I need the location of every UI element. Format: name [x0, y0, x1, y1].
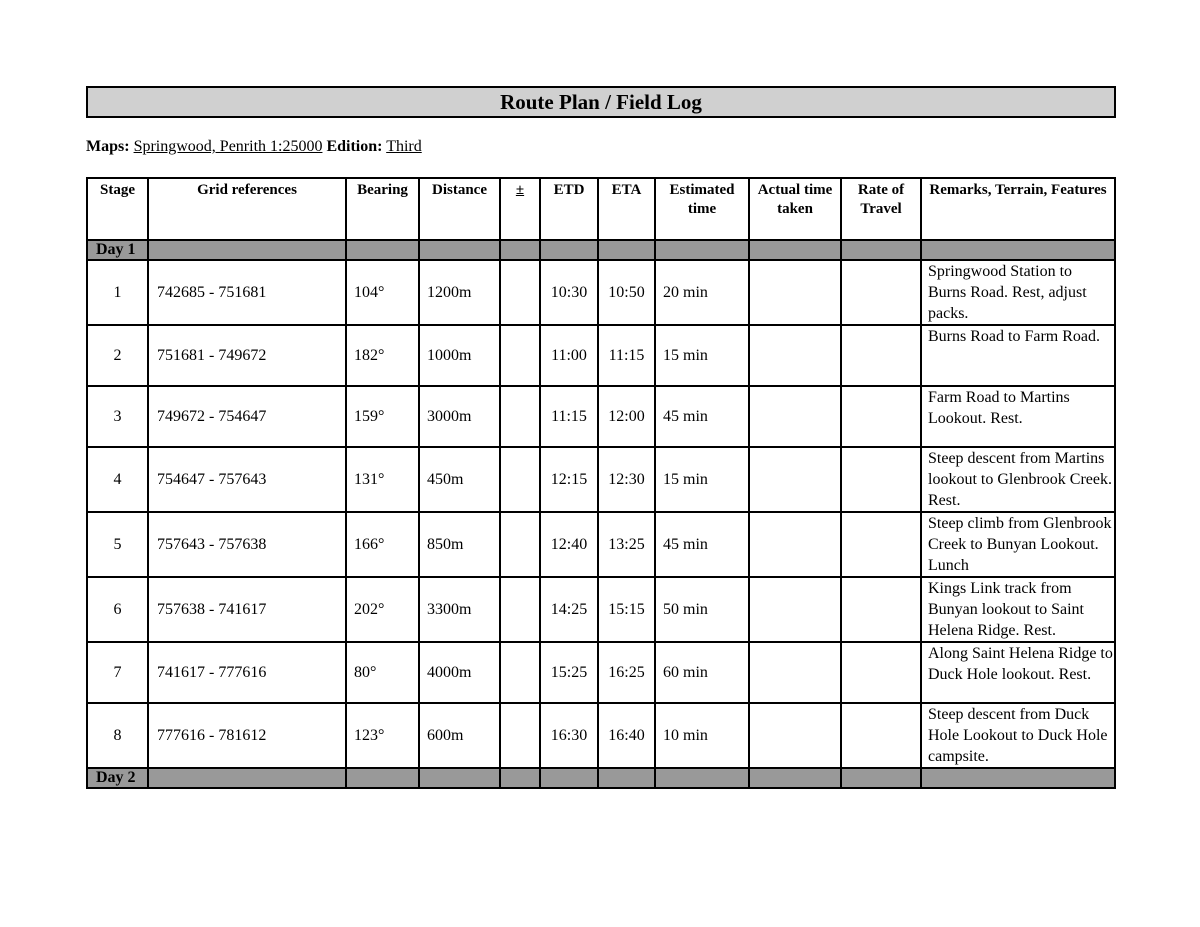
- cell-etd: 11:00: [540, 325, 598, 386]
- cell-rate: [841, 260, 921, 325]
- cell-grid-ref: 757643 - 757638: [148, 512, 346, 577]
- cell-distance: 3300m: [419, 577, 500, 642]
- cell-remarks: Steep descent from Duck Hole Lookout to Duck Hole campsite.: [921, 703, 1115, 768]
- cell-grid-ref: 742685 - 751681: [148, 260, 346, 325]
- route-log-table: [86, 177, 1116, 789]
- cell-rate: [841, 447, 921, 512]
- cell-distance: 1200m: [419, 260, 500, 325]
- cell-eta: 10:50: [598, 260, 655, 325]
- table-row: [87, 325, 1115, 386]
- cell-actual-time: [749, 703, 841, 768]
- cell-rate: [841, 577, 921, 642]
- cell-remarks: Kings Link track from Bunyan lookout to Saint Helena Ridge. Rest.: [921, 577, 1115, 642]
- cell-etd: 10:30: [540, 260, 598, 325]
- cell-distance: 850m: [419, 512, 500, 577]
- table-row: [87, 577, 1115, 642]
- cell-plusminus: [500, 325, 540, 386]
- maps-line: [86, 138, 422, 156]
- cell-eta: 15:15: [598, 577, 655, 642]
- cell-actual-time: [749, 577, 841, 642]
- cell-estimated-time: 50 min: [655, 577, 749, 642]
- header-estimated-time: Estimated time: [655, 178, 749, 240]
- cell-plusminus: [500, 386, 540, 447]
- cell-bearing: 159°: [346, 386, 419, 447]
- cell-distance: 4000m: [419, 642, 500, 703]
- day-row: [87, 240, 1115, 260]
- cell-etd: 15:25: [540, 642, 598, 703]
- cell-eta: 13:25: [598, 512, 655, 577]
- cell-distance: 600m: [419, 703, 500, 768]
- cell-stage: 7: [87, 642, 148, 703]
- cell-actual-time: [749, 447, 841, 512]
- cell-actual-time: [749, 386, 841, 447]
- cell-bearing: 123°: [346, 703, 419, 768]
- cell-etd: 14:25: [540, 577, 598, 642]
- header-remarks: Remarks, Terrain, Features: [921, 178, 1115, 240]
- cell-bearing: 80°: [346, 642, 419, 703]
- cell-remarks: Steep descent from Martins lookout to Glenbrook Creek. Rest.: [921, 447, 1115, 512]
- cell-stage: 3: [87, 386, 148, 447]
- cell-remarks: Burns Road to Farm Road.: [921, 325, 1115, 386]
- cell-plusminus: [500, 260, 540, 325]
- cell-rate: [841, 512, 921, 577]
- cell-etd: 12:40: [540, 512, 598, 577]
- cell-estimated-time: 15 min: [655, 325, 749, 386]
- maps-value: Springwood, Penrith 1:25000: [133, 138, 323, 155]
- edition-value: Third: [386, 138, 422, 155]
- header-row: [87, 178, 1115, 240]
- cell-stage: 4: [87, 447, 148, 512]
- cell-stage: 5: [87, 512, 148, 577]
- cell-distance: 450m: [419, 447, 500, 512]
- cell-distance: 3000m: [419, 386, 500, 447]
- cell-etd: 12:15: [540, 447, 598, 512]
- cell-bearing: 166°: [346, 512, 419, 577]
- cell-eta: 12:30: [598, 447, 655, 512]
- cell-plusminus: [500, 447, 540, 512]
- cell-stage: 2: [87, 325, 148, 386]
- cell-actual-time: [749, 325, 841, 386]
- cell-rate: [841, 386, 921, 447]
- cell-etd: 11:15: [540, 386, 598, 447]
- cell-remarks: Springwood Station to Burns Road. Rest, adjust packs.: [921, 260, 1115, 325]
- day-label: Day 2: [87, 768, 148, 788]
- cell-grid-ref: 757638 - 741617: [148, 577, 346, 642]
- table-row: [87, 386, 1115, 447]
- cell-remarks: Farm Road to Martins Lookout. Rest.: [921, 386, 1115, 447]
- table-row: [87, 447, 1115, 512]
- header-grid: Grid references: [148, 178, 346, 240]
- cell-eta: 16:40: [598, 703, 655, 768]
- table-row: [87, 512, 1115, 577]
- cell-rate: [841, 703, 921, 768]
- cell-etd: 16:30: [540, 703, 598, 768]
- cell-estimated-time: 20 min: [655, 260, 749, 325]
- cell-eta: 11:15: [598, 325, 655, 386]
- header-actual-time: Actual time taken: [749, 178, 841, 240]
- cell-estimated-time: 15 min: [655, 447, 749, 512]
- cell-eta: 12:00: [598, 386, 655, 447]
- cell-rate: [841, 325, 921, 386]
- cell-eta: 16:25: [598, 642, 655, 703]
- table-row: [87, 260, 1115, 325]
- page-title: Route Plan / Field Log: [86, 86, 1116, 118]
- cell-distance: 1000m: [419, 325, 500, 386]
- cell-stage: 1: [87, 260, 148, 325]
- cell-estimated-time: 10 min: [655, 703, 749, 768]
- cell-grid-ref: 749672 - 754647: [148, 386, 346, 447]
- day-row: [87, 768, 1115, 788]
- maps-label: Maps:: [86, 138, 130, 155]
- cell-estimated-time: 45 min: [655, 386, 749, 447]
- cell-grid-ref: 754647 - 757643: [148, 447, 346, 512]
- cell-grid-ref: 751681 - 749672: [148, 325, 346, 386]
- cell-plusminus: [500, 577, 540, 642]
- cell-grid-ref: 777616 - 781612: [148, 703, 346, 768]
- header-bearing: Bearing: [346, 178, 419, 240]
- cell-bearing: 131°: [346, 447, 419, 512]
- cell-estimated-time: 45 min: [655, 512, 749, 577]
- cell-rate: [841, 642, 921, 703]
- cell-bearing: 182°: [346, 325, 419, 386]
- header-eta: ETA: [598, 178, 655, 240]
- day-label: Day 1: [87, 240, 148, 260]
- cell-bearing: 202°: [346, 577, 419, 642]
- table-row: [87, 703, 1115, 768]
- cell-actual-time: [749, 642, 841, 703]
- header-rate: Rate of Travel: [841, 178, 921, 240]
- header-distance: Distance: [419, 178, 500, 240]
- cell-estimated-time: 60 min: [655, 642, 749, 703]
- header-plusminus: ±: [500, 178, 540, 240]
- cell-stage: 8: [87, 703, 148, 768]
- header-stage: Stage: [87, 178, 148, 240]
- cell-stage: 6: [87, 577, 148, 642]
- cell-actual-time: [749, 260, 841, 325]
- cell-actual-time: [749, 512, 841, 577]
- cell-plusminus: [500, 512, 540, 577]
- cell-bearing: 104°: [346, 260, 419, 325]
- cell-remarks: Along Saint Helena Ridge to Duck Hole lookout. Rest.: [921, 642, 1115, 703]
- header-etd: ETD: [540, 178, 598, 240]
- cell-plusminus: [500, 703, 540, 768]
- cell-grid-ref: 741617 - 777616: [148, 642, 346, 703]
- cell-plusminus: [500, 642, 540, 703]
- edition-label: Edition:: [326, 138, 383, 155]
- table-row: [87, 642, 1115, 703]
- cell-remarks: Steep climb from Glenbrook Creek to Bunyan Lookout. Lunch: [921, 512, 1115, 577]
